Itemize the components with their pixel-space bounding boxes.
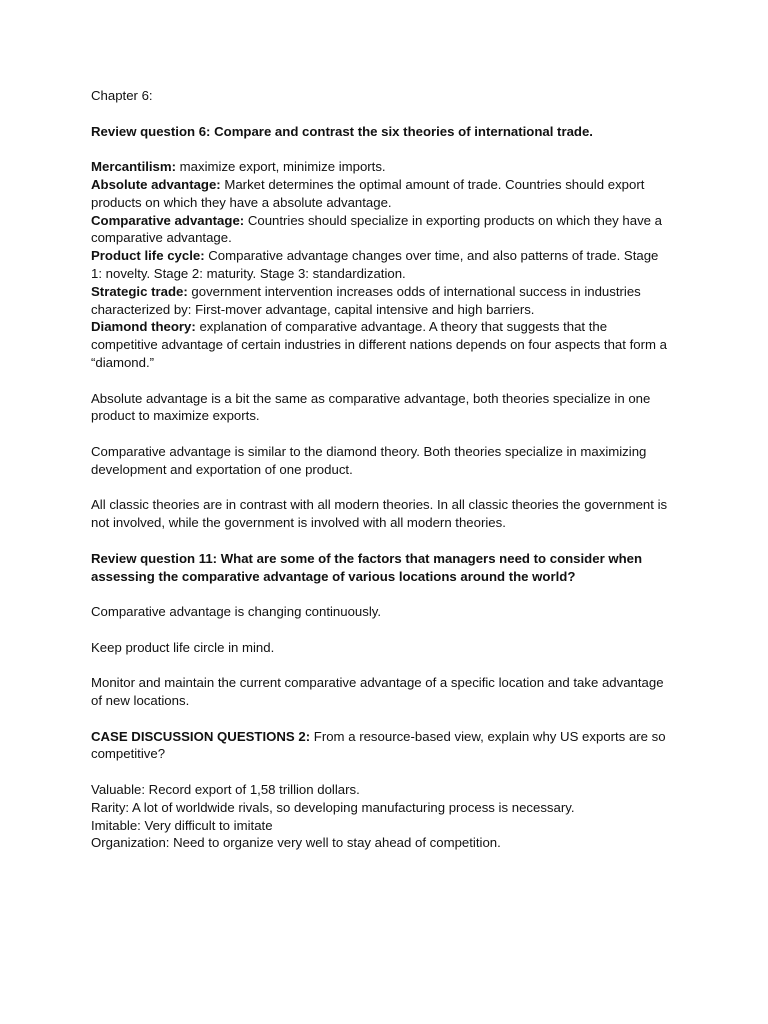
spacer (91, 763, 671, 781)
paragraph: All classic theories are in contrast with all modern theories. In all classic theories the government is not involved, while the government is involved with all modern theories. (91, 497, 668, 531)
theory-text: Countries should specialize in exporting products on which they have a comparative advantage. (91, 212, 663, 246)
paragraph: Monitor and maintain the current comparative advantage of a specific location and take advantage of new locations. (91, 675, 664, 709)
theory-label: Comparative advantage: (91, 212, 245, 228)
case-discussion-question (91, 728, 671, 764)
theory-product-life-cycle (91, 247, 671, 283)
theory-mercantilism (91, 158, 671, 176)
list-item: Organization: Need to organize very well to stay ahead of competition. (91, 835, 501, 851)
paragraph: Keep product life circle in mind. (91, 639, 275, 655)
theory-text: Comparative advantage changes over time, and also patterns of trade. Stage 1: novelty. Stage 2: maturity. Stage 3: standardization. (91, 248, 659, 281)
spacer (91, 621, 671, 639)
spacer (91, 425, 671, 443)
theory-label: Product life cycle: (91, 248, 205, 264)
spacer (91, 585, 671, 603)
theory-text: Market determines the optimal amount of trade. Countries should export products on which they have a absolute advantage. (91, 176, 645, 210)
theory-label: Strategic trade: (91, 283, 188, 299)
paragraph: Comparative advantage is changing continuously. (91, 604, 382, 620)
document-body (91, 87, 671, 852)
spacer (91, 657, 671, 675)
paragraph: Comparative advantage is similar to the diamond theory. Both theories specialize in maximizing development and exportation of one product. (91, 443, 647, 477)
list-item: Rarity: A lot of worldwide rivals, so developing manufacturing process is necessary. (91, 799, 575, 815)
theory-text: maximize export, minimize imports. (176, 159, 386, 175)
theory-text: explanation of comparative advantage. A theory that suggests that the competitive advantage of certain industries in different nations depends on four aspects that form a “diamond.” (91, 319, 667, 370)
spacer (91, 140, 671, 158)
spacer (91, 532, 671, 550)
paragraph: Absolute advantage is a bit the same as comparative advantage, both theories specialize in one product to maximize exports. (91, 390, 651, 424)
list-item: Valuable: Record export of 1,58 trillion dollars. (91, 782, 360, 798)
review-question-6-heading: Review question 6: Compare and contrast the six theories of international trade. (91, 123, 593, 139)
theory-diamond (91, 318, 671, 371)
spacer (91, 105, 671, 123)
review-question-11-heading: Review question 11: What are some of the factors that managers need to consider when assessing the comparative advantage of various locations around the world? (91, 550, 643, 584)
list-item: Imitable: Very difficult to imitate (91, 817, 273, 833)
spacer (91, 372, 671, 390)
theory-strategic-trade (91, 283, 671, 319)
theory-text: government intervention increases odds of international success in industries characterized by: First-mover advantage, capital intensive and high barriers. (91, 283, 641, 317)
theory-absolute-advantage (91, 176, 671, 212)
spacer (91, 479, 671, 497)
spacer (91, 710, 671, 728)
theory-label: Mercantilism: (91, 159, 177, 175)
case-text: From a resource-based view, explain why US exports are so competitive? (91, 728, 666, 762)
chapter-heading: Chapter 6: (91, 88, 153, 103)
theory-comparative-advantage (91, 212, 671, 248)
theory-label: Absolute advantage: (91, 176, 221, 192)
theory-label: Diamond theory: (91, 319, 196, 335)
case-label: CASE DISCUSSION QUESTIONS 2: (91, 728, 311, 744)
